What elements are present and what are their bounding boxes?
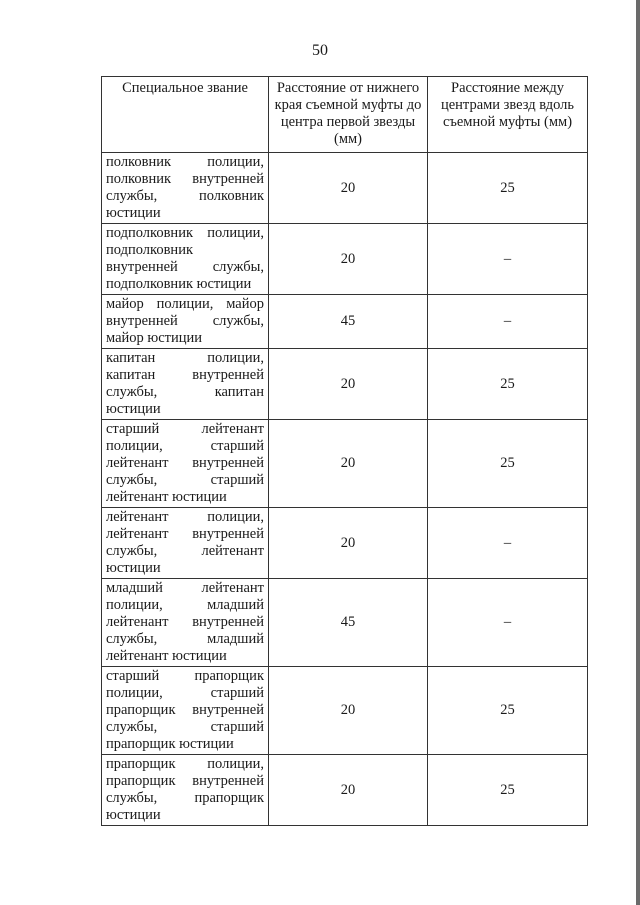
rank-cell: прапорщик полиции, прапорщик внутренней службы, прапорщик юстиции	[102, 755, 269, 826]
rank-cell: подполковник полиции, подполковник внутренней службы, подполковник юстиции	[102, 224, 269, 295]
between-stars-distance-cell: 25	[428, 349, 588, 420]
between-stars-distance-cell: –	[428, 224, 588, 295]
header-between-stars-distance: Расстояние между центрами звезд вдоль съемной муфты (мм)	[428, 77, 588, 153]
first-star-distance-cell: 45	[269, 295, 428, 349]
between-stars-distance-cell: 25	[428, 667, 588, 755]
star-placement-table	[101, 76, 588, 826]
table-row	[102, 508, 588, 579]
table-row	[102, 755, 588, 826]
rank-cell: старший прапорщик полиции, старший прапорщик внутренней службы, старший прапорщик юстиции	[102, 667, 269, 755]
between-stars-distance-cell: –	[428, 508, 588, 579]
page-number: 50	[312, 42, 328, 59]
table-row	[102, 295, 588, 349]
rank-cell: младший лейтенант полиции, младший лейтенант внутренней службы, младший лейтенант юстиции	[102, 579, 269, 667]
rank-cell: лейтенант полиции, лейтенант внутренней службы, лейтенант юстиции	[102, 508, 269, 579]
first-star-distance-cell: 20	[269, 224, 428, 295]
between-stars-distance-cell: 25	[428, 420, 588, 508]
first-star-distance-cell: 20	[269, 508, 428, 579]
rank-cell: майор полиции, майор внутренней службы, майор юстиции	[102, 295, 269, 349]
scan-page-edge	[636, 0, 640, 905]
header-first-star-distance: Расстояние от нижнего края съемной муфты до центра первой звезды (мм)	[269, 77, 428, 153]
rank-cell: старший лейтенант полиции, старший лейтенант внутренней службы, старший лейтенант юстиции	[102, 420, 269, 508]
between-stars-distance-cell: 25	[428, 153, 588, 224]
table-row	[102, 667, 588, 755]
table-row	[102, 420, 588, 508]
between-stars-distance-cell: 25	[428, 755, 588, 826]
header-rank: Специальное звание	[102, 77, 269, 153]
table-row	[102, 579, 588, 667]
rank-cell: капитан полиции, капитан внутренней службы, капитан юстиции	[102, 349, 269, 420]
first-star-distance-cell: 20	[269, 420, 428, 508]
table-header-row	[102, 77, 588, 153]
first-star-distance-cell: 45	[269, 579, 428, 667]
first-star-distance-cell: 20	[269, 349, 428, 420]
table-row	[102, 349, 588, 420]
between-stars-distance-cell: –	[428, 579, 588, 667]
first-star-distance-cell: 20	[269, 667, 428, 755]
table-row	[102, 153, 588, 224]
first-star-distance-cell: 20	[269, 755, 428, 826]
rank-cell: полковник полиции, полковник внутренней службы, полковник юстиции	[102, 153, 269, 224]
table-row	[102, 224, 588, 295]
first-star-distance-cell: 20	[269, 153, 428, 224]
between-stars-distance-cell: –	[428, 295, 588, 349]
